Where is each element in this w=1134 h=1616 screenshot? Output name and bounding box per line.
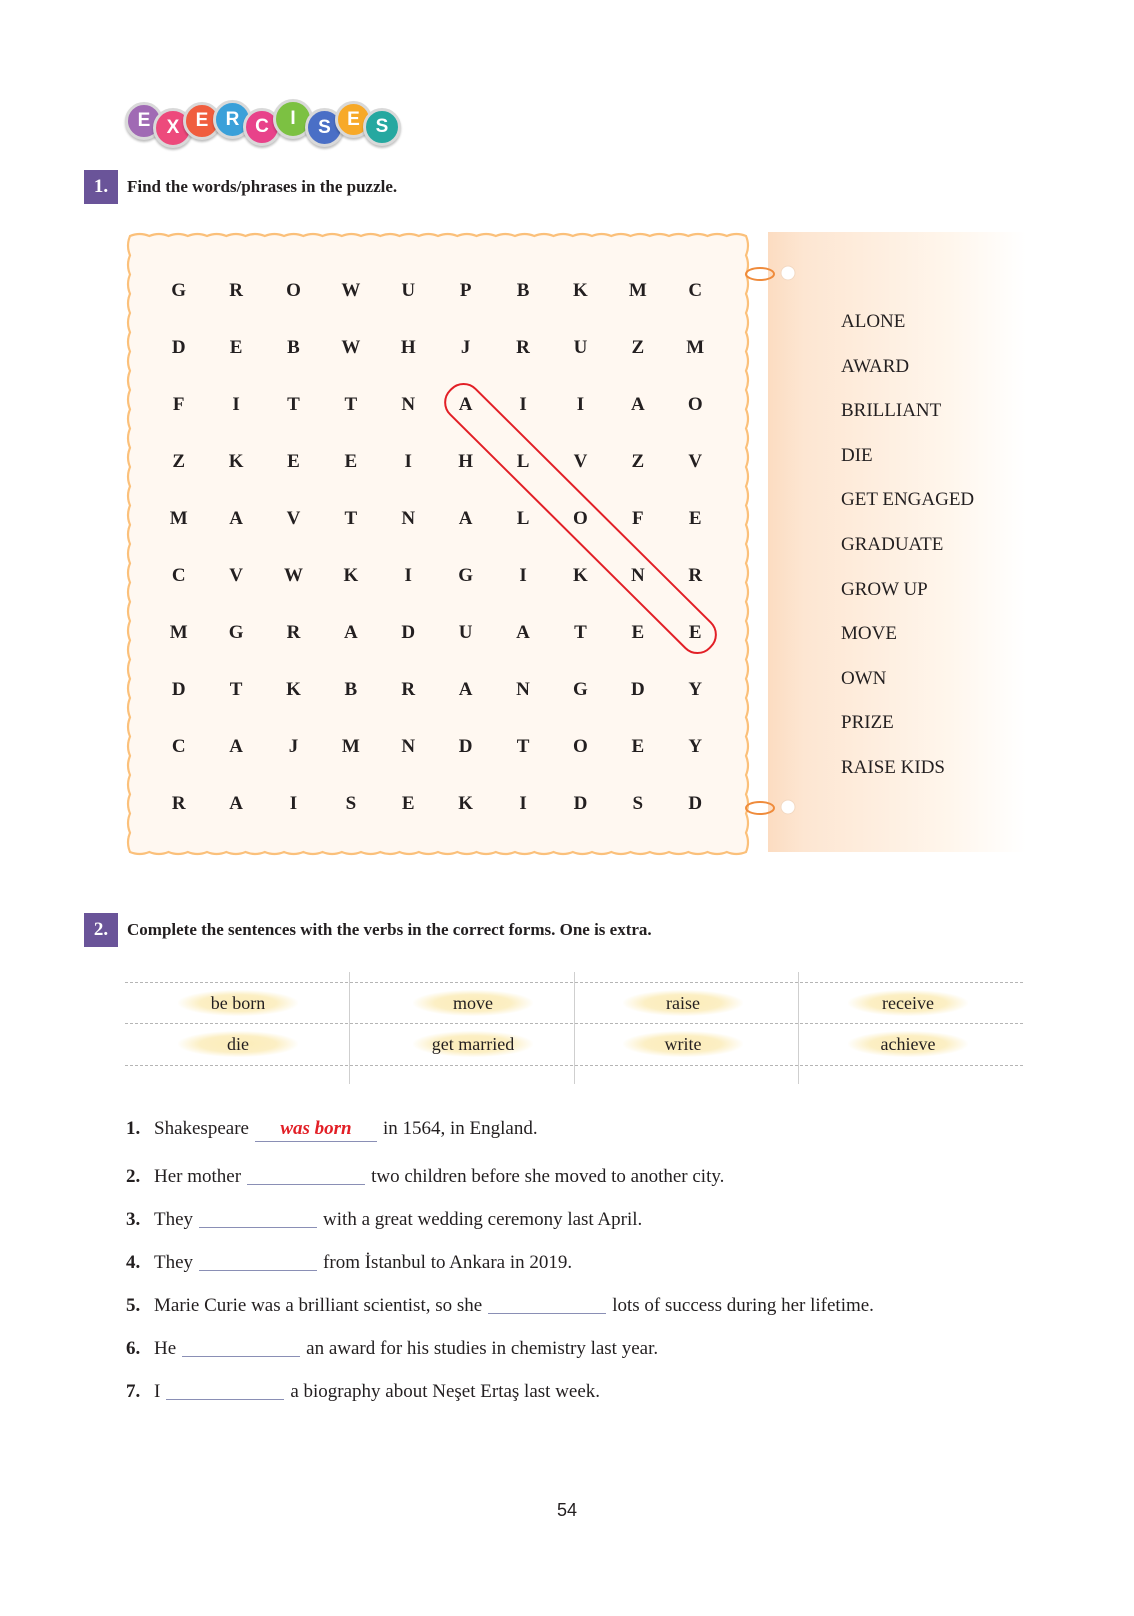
grid-cell[interactable]: R bbox=[688, 564, 703, 586]
sentence-start: I bbox=[154, 1381, 161, 1402]
grid-cell[interactable]: Z bbox=[631, 336, 645, 358]
sentence-start: Her mother bbox=[154, 1166, 242, 1187]
grid-cell[interactable]: I bbox=[519, 393, 527, 415]
grid-cell[interactable]: E bbox=[287, 450, 300, 472]
item-number: 5. bbox=[126, 1295, 141, 1316]
grid-cell[interactable]: C bbox=[171, 564, 186, 586]
grid-cell[interactable]: U bbox=[458, 621, 473, 643]
exercise-instruction: Complete the sentences with the verbs in the correct forms. One is extra. bbox=[127, 920, 652, 939]
list-item: MOVE bbox=[841, 623, 897, 645]
answer-blank[interactable] bbox=[247, 1164, 365, 1185]
grid-cell[interactable]: N bbox=[401, 393, 416, 415]
verb-option: receive bbox=[848, 990, 968, 1016]
grid-row bbox=[150, 490, 730, 547]
grid-cell[interactable]: A bbox=[229, 792, 243, 814]
item-number: 7. bbox=[126, 1381, 141, 1402]
verb-option: be born bbox=[178, 990, 298, 1016]
grid-cell[interactable]: E bbox=[688, 507, 702, 529]
answer-blank[interactable] bbox=[199, 1207, 317, 1228]
grid-cell[interactable]: K bbox=[458, 792, 474, 814]
grid-cell[interactable]: R bbox=[286, 621, 301, 643]
list-item: RAISE KIDS bbox=[841, 756, 945, 778]
grid-cell[interactable]: V bbox=[573, 450, 588, 472]
grid-cell[interactable]: Y bbox=[688, 735, 703, 757]
grid-cell[interactable]: K bbox=[343, 564, 359, 586]
sentence-start: They bbox=[154, 1209, 194, 1230]
list-item: ALONE bbox=[841, 311, 906, 332]
binder-ring-icon bbox=[746, 266, 795, 280]
verb-option: raise bbox=[623, 990, 743, 1016]
list-item: OWN bbox=[841, 667, 887, 689]
sentence-start: Marie Curie was a brilliant scientist, so she bbox=[154, 1295, 483, 1316]
grid-cell[interactable]: M bbox=[628, 279, 647, 301]
list-item bbox=[126, 1333, 874, 1376]
list-item: DIE bbox=[841, 444, 873, 466]
grid-cell[interactable]: A bbox=[458, 678, 473, 700]
list-item: GROW UP bbox=[841, 578, 928, 600]
answer-blank[interactable] bbox=[166, 1379, 284, 1400]
list-item bbox=[126, 1161, 874, 1204]
grid-cell[interactable]: L bbox=[516, 450, 530, 472]
verb-option: die bbox=[178, 1031, 298, 1057]
word-search-grid bbox=[150, 262, 730, 832]
title-letter: C bbox=[243, 108, 281, 146]
grid-cell[interactable]: R bbox=[171, 792, 186, 814]
item-number: 2. bbox=[126, 1166, 141, 1187]
grid-cell[interactable]: U bbox=[401, 279, 416, 301]
list-item: BRILLIANT bbox=[841, 400, 942, 422]
sentence-list bbox=[126, 1118, 874, 1419]
divider bbox=[798, 972, 799, 1084]
grid-cell[interactable]: E bbox=[401, 792, 415, 814]
grid-cell[interactable]: A bbox=[516, 621, 530, 643]
grid-cell[interactable]: W bbox=[341, 279, 361, 301]
grid-cell[interactable]: R bbox=[229, 279, 243, 301]
grid-cell[interactable]: T bbox=[287, 393, 300, 415]
sentence-end: with a great wedding ceremony last April. bbox=[323, 1209, 643, 1230]
grid-cell[interactable]: V bbox=[688, 450, 703, 472]
verb-option: write bbox=[623, 1031, 743, 1057]
grid-cell[interactable]: S bbox=[632, 792, 644, 814]
grid-cell[interactable]: W bbox=[283, 564, 303, 586]
grid-cell[interactable]: B bbox=[344, 678, 358, 700]
grid-cell[interactable]: I bbox=[519, 792, 527, 814]
grid-cell[interactable]: S bbox=[345, 792, 357, 814]
word-list bbox=[841, 310, 974, 801]
grid-cell[interactable]: V bbox=[229, 564, 243, 586]
grid-cell[interactable]: M bbox=[169, 621, 188, 643]
grid-cell[interactable]: I bbox=[289, 792, 298, 814]
grid-cell[interactable]: F bbox=[632, 507, 644, 529]
sentence-start: He bbox=[154, 1338, 177, 1359]
answer-blank[interactable] bbox=[488, 1293, 606, 1314]
title-letter: S bbox=[363, 108, 401, 146]
title-letter: R bbox=[213, 100, 252, 139]
grid-cell[interactable]: T bbox=[574, 621, 587, 643]
grid-cell[interactable]: K bbox=[228, 450, 244, 472]
grid-cell[interactable]: E bbox=[631, 735, 645, 757]
grid-row bbox=[150, 718, 730, 775]
grid-cell[interactable]: G bbox=[573, 678, 588, 700]
grid-cell[interactable]: N bbox=[630, 564, 645, 586]
item-number: 4. bbox=[126, 1252, 141, 1273]
exercise-number: 2. bbox=[84, 913, 118, 947]
verb-box bbox=[125, 982, 1023, 1077]
grid-cell[interactable]: D bbox=[458, 735, 473, 757]
sentence-end: lots of success during her lifetime. bbox=[612, 1295, 874, 1316]
list-item bbox=[126, 1247, 874, 1290]
sentence-end: in 1564, in England. bbox=[382, 1118, 538, 1139]
grid-cell[interactable]: H bbox=[458, 450, 474, 472]
grid-cell[interactable]: D bbox=[573, 792, 588, 814]
grid-cell[interactable]: A bbox=[630, 393, 645, 415]
grid-cell[interactable]: G bbox=[171, 279, 187, 301]
grid-cell[interactable]: K bbox=[286, 678, 301, 700]
grid-cell[interactable]: N bbox=[401, 735, 416, 757]
title-letter: I bbox=[273, 99, 313, 139]
grid-cell[interactable]: M bbox=[341, 735, 360, 757]
grid-cell[interactable]: I bbox=[232, 393, 240, 415]
verb-option: get married bbox=[413, 1031, 533, 1057]
sentence-start: Shakespeare bbox=[154, 1118, 249, 1139]
list-item: GRADUATE bbox=[841, 533, 944, 555]
grid-cell[interactable]: A bbox=[229, 507, 243, 529]
grid-cell[interactable]: C bbox=[688, 279, 703, 301]
grid-cell[interactable]: J bbox=[460, 336, 471, 358]
exercise-2-heading bbox=[84, 913, 652, 947]
grid-cell[interactable]: T bbox=[229, 678, 243, 700]
page-number: 54 bbox=[556, 1500, 578, 1520]
sentence-start: They bbox=[154, 1252, 194, 1273]
grid-cell[interactable]: O bbox=[687, 393, 703, 415]
grid-cell[interactable]: I bbox=[404, 450, 412, 472]
grid-cell[interactable]: D bbox=[171, 336, 186, 358]
answer-blank[interactable] bbox=[199, 1250, 317, 1271]
grid-cell[interactable]: N bbox=[401, 507, 416, 529]
list-item: PRIZE bbox=[841, 712, 894, 734]
divider bbox=[574, 972, 575, 1084]
grid-cell[interactable]: B bbox=[287, 336, 300, 358]
grid-row bbox=[150, 319, 730, 376]
answer-blank[interactable] bbox=[182, 1336, 300, 1357]
grid-cell[interactable]: E bbox=[631, 621, 645, 643]
grid-cell[interactable]: W bbox=[341, 336, 361, 358]
list-item: GET ENGAGED bbox=[841, 489, 975, 511]
item-number: 3. bbox=[126, 1209, 141, 1230]
grid-cell[interactable]: T bbox=[516, 735, 530, 757]
grid-row bbox=[150, 547, 730, 604]
grid-cell[interactable]: G bbox=[228, 621, 244, 643]
grid-cell[interactable]: E bbox=[688, 621, 702, 643]
sentence-end: from İstanbul to Ankara in 2019. bbox=[323, 1252, 573, 1273]
exercise-number: 1. bbox=[84, 170, 118, 204]
grid-cell[interactable]: R bbox=[401, 678, 416, 700]
grid-cell[interactable]: I bbox=[519, 564, 527, 586]
title-letter: E bbox=[335, 101, 372, 138]
grid-row bbox=[150, 604, 730, 661]
grid-row bbox=[150, 775, 730, 832]
grid-cell[interactable]: P bbox=[459, 279, 472, 301]
grid-cell[interactable]: D bbox=[171, 678, 186, 700]
answer-text: was born bbox=[280, 1118, 352, 1139]
grid-cell[interactable]: V bbox=[286, 507, 301, 529]
list-item bbox=[126, 1290, 874, 1333]
list-item: AWARD bbox=[841, 355, 910, 377]
list-item bbox=[126, 1204, 874, 1247]
answer-blank[interactable] bbox=[255, 1118, 377, 1142]
title-letter: S bbox=[305, 108, 344, 147]
grid-cell[interactable]: Y bbox=[688, 678, 703, 700]
item-number: 6. bbox=[126, 1338, 141, 1359]
grid-cell[interactable]: H bbox=[400, 336, 416, 358]
list-item bbox=[126, 1376, 874, 1419]
sentence-end: a biography about Neşet Ertaş last week. bbox=[290, 1381, 601, 1402]
grid-cell[interactable]: A bbox=[344, 621, 358, 643]
grid-cell[interactable]: C bbox=[171, 735, 186, 757]
grid-cell[interactable]: O bbox=[573, 507, 588, 529]
grid-cell[interactable]: Z bbox=[631, 450, 645, 472]
grid-cell[interactable]: F bbox=[172, 393, 185, 415]
grid-cell[interactable]: A bbox=[458, 507, 473, 529]
grid-cell[interactable]: M bbox=[169, 507, 188, 529]
grid-cell[interactable]: U bbox=[573, 336, 588, 358]
sentence-end: an award for his studies in chemistry last year. bbox=[306, 1338, 659, 1359]
grid-cell[interactable]: E bbox=[344, 450, 358, 472]
grid-cell[interactable]: A bbox=[458, 393, 473, 415]
verb-option: move bbox=[413, 990, 533, 1016]
binder-ring-icon bbox=[746, 800, 795, 814]
grid-cell[interactable]: A bbox=[229, 735, 243, 757]
grid-cell[interactable]: B bbox=[516, 279, 530, 301]
grid-cell[interactable]: K bbox=[573, 279, 588, 301]
grid-cell[interactable]: N bbox=[516, 678, 530, 700]
title-letter: E bbox=[183, 102, 221, 140]
grid-cell[interactable]: R bbox=[516, 336, 530, 358]
grid-cell[interactable]: I bbox=[404, 564, 412, 586]
grid-cell[interactable]: T bbox=[344, 507, 358, 529]
grid-cell[interactable]: I bbox=[576, 393, 585, 415]
grid-row bbox=[150, 661, 730, 718]
grid-row bbox=[150, 262, 730, 319]
grid-row bbox=[150, 376, 730, 433]
grid-cell[interactable]: D bbox=[401, 621, 416, 643]
grid-cell[interactable]: E bbox=[229, 336, 243, 358]
divider bbox=[349, 972, 350, 1084]
grid-cell[interactable]: J bbox=[288, 735, 299, 757]
grid-row bbox=[150, 433, 730, 490]
grid-cell[interactable]: G bbox=[458, 564, 474, 586]
exercise-instruction: Find the words/phrases in the puzzle. bbox=[127, 177, 398, 196]
verb-option: achieve bbox=[848, 1031, 968, 1057]
grid-cell[interactable]: O bbox=[286, 279, 301, 301]
grid-cell[interactable]: O bbox=[573, 735, 588, 757]
grid-cell[interactable]: T bbox=[344, 393, 358, 415]
grid-cell[interactable]: K bbox=[573, 564, 588, 586]
grid-cell[interactable]: L bbox=[516, 507, 530, 529]
title-letter: E bbox=[125, 102, 163, 140]
list-item bbox=[126, 1118, 874, 1161]
sentence-end: two children before she moved to another city. bbox=[371, 1166, 725, 1187]
grid-cell[interactable]: Z bbox=[172, 450, 186, 472]
grid-cell[interactable]: D bbox=[630, 678, 645, 700]
title-letter: X bbox=[153, 108, 193, 148]
item-number: 1. bbox=[126, 1118, 141, 1139]
grid-cell[interactable]: D bbox=[688, 792, 703, 814]
grid-cell[interactable]: M bbox=[686, 336, 705, 358]
